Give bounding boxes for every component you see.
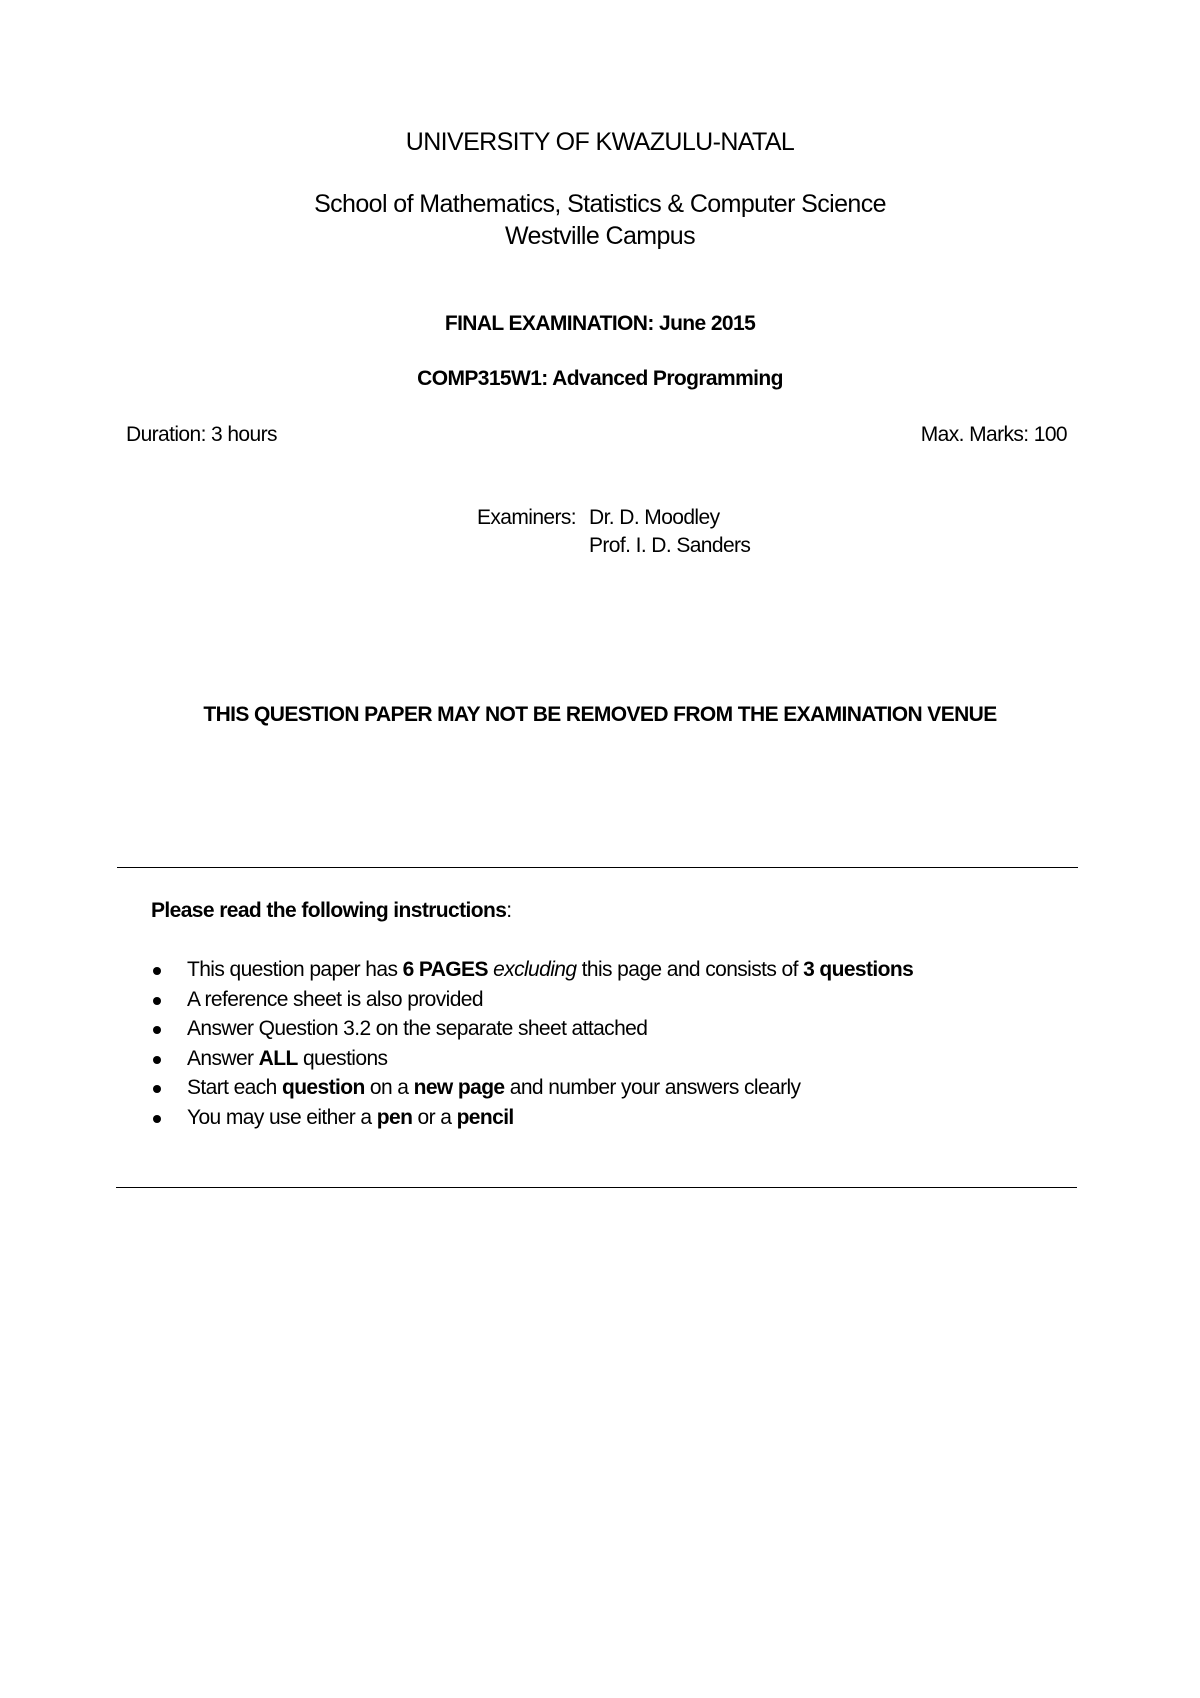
bullet-icon: [153, 997, 161, 1005]
university-name: UNIVERSITY OF KWAZULU-NATAL: [405, 128, 795, 156]
instruction-text: Answer Question 3.2 on the separate sheet attached: [187, 1017, 648, 1040]
duration: Duration: 3 hours: [126, 423, 277, 446]
bullet-icon: [153, 1085, 161, 1093]
instructions-heading-colon: :: [506, 899, 512, 922]
campus-name: Westville Campus: [505, 222, 695, 250]
divider-top: [117, 867, 1078, 868]
exam-title: FINAL EXAMINATION: June 2015: [444, 312, 756, 335]
instruction-item: [151, 1106, 913, 1136]
course-title: COMP315W1: Advanced Programming: [417, 367, 783, 390]
instruction-text: excluding: [493, 958, 577, 981]
examiner-name: Prof. I. D. Sanders: [589, 534, 751, 557]
bullet-icon: [153, 1115, 161, 1123]
instruction-text: on a: [364, 1076, 414, 1099]
instruction-text: Answer: [187, 1046, 259, 1070]
bullet-icon: [153, 1056, 161, 1064]
instruction-text: pencil: [456, 1105, 514, 1129]
instructions-list: [151, 958, 913, 1135]
school-name: School of Mathematics, Statistics & Computer Science: [314, 190, 886, 218]
instruction-text: 6 PAGES: [402, 958, 488, 981]
instruction-text: or a: [412, 1105, 457, 1129]
instructions-heading: [151, 899, 512, 923]
instruction-text: questions: [297, 1046, 388, 1070]
instruction-text: You may use either a: [187, 1105, 377, 1129]
bullet-icon: [153, 967, 161, 975]
divider-bottom: [116, 1187, 1077, 1188]
instruction-text: 3 questions: [803, 958, 914, 981]
removal-notice: THIS QUESTION PAPER MAY NOT BE REMOVED FROM THE EXAMINATION VENUE: [203, 703, 997, 726]
instruction-item: [151, 988, 913, 1018]
instruction-text: new page: [413, 1076, 505, 1099]
instruction-item: [151, 1076, 913, 1106]
instruction-text: this page and consists of: [576, 958, 804, 981]
instruction-item: [151, 958, 913, 988]
bullet-icon: [153, 1026, 161, 1034]
instruction-text: and number your answers clearly: [504, 1076, 801, 1099]
instruction-text: This question paper has: [187, 958, 403, 981]
instruction-text: question: [281, 1076, 365, 1099]
examiner-name: Dr. D. Moodley: [589, 506, 720, 529]
instruction-text: pen: [376, 1105, 413, 1129]
instruction-text: A reference sheet is also provided: [187, 987, 483, 1011]
instruction-item: [151, 1017, 913, 1047]
max-marks: Max. Marks: 100: [920, 423, 1067, 446]
instruction-item: [151, 1047, 913, 1077]
instruction-text: Start each: [187, 1076, 282, 1099]
instruction-text: ALL: [258, 1046, 298, 1070]
instructions-heading-text: Please read the following instructions: [151, 899, 507, 922]
examiners-label: Examiners:: [477, 506, 577, 529]
